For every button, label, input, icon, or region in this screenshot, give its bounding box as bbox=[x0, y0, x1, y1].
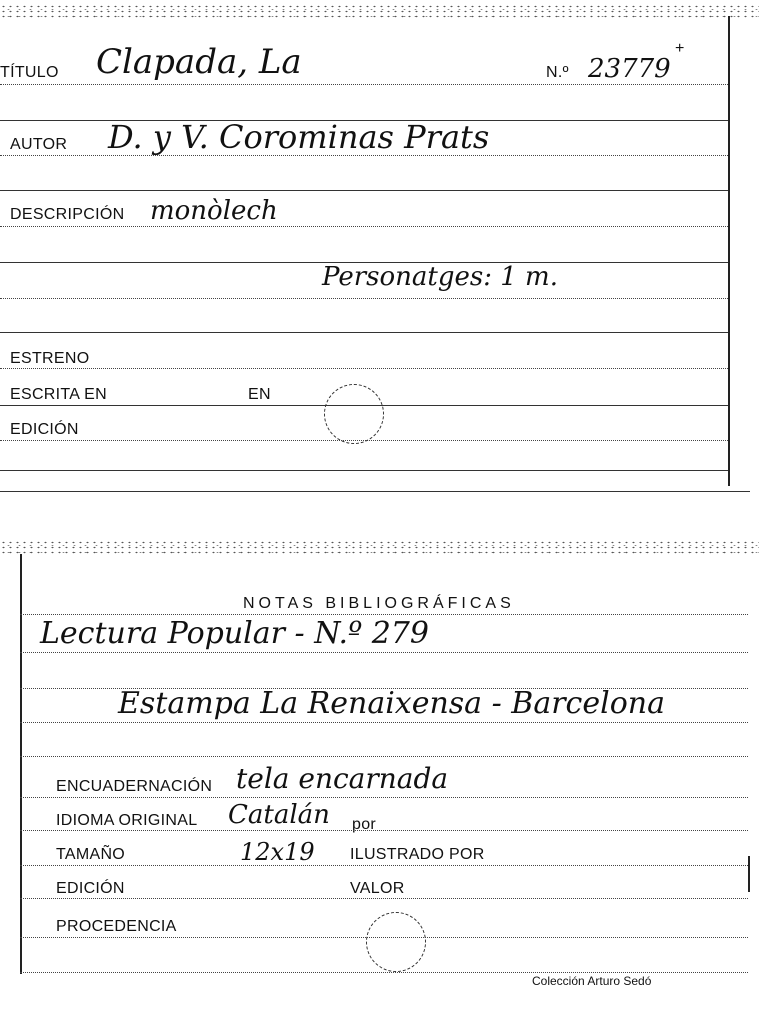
notes-line-1 bbox=[20, 614, 748, 615]
notas-heading: NOTAS BIBLIOGRÁFICAS bbox=[243, 595, 515, 612]
row-line-5 bbox=[0, 470, 728, 471]
encuadernacion-label: ENCUADERNACIÓN bbox=[56, 778, 213, 795]
catalog-card-top bbox=[0, 0, 759, 495]
estreno-line bbox=[0, 368, 728, 369]
ilustrado-por-label: ILUSTRADO POR bbox=[350, 846, 485, 863]
por-label: por bbox=[352, 816, 377, 833]
card-bottom-left-border bbox=[20, 554, 22, 974]
escrita-en-label: ESCRITA EN bbox=[10, 386, 107, 403]
numero-value: 23779 bbox=[588, 54, 671, 84]
card-bottom-right-border bbox=[748, 856, 750, 892]
tamano-label: TAMAÑO bbox=[56, 846, 126, 863]
autor-label: AUTOR bbox=[10, 136, 68, 153]
card-top-right-border bbox=[728, 16, 730, 486]
card-top-edge-texture bbox=[0, 4, 759, 18]
valor-label: VALOR bbox=[350, 880, 405, 897]
catalog-card-bottom bbox=[0, 536, 759, 1028]
tamano-line bbox=[20, 865, 748, 866]
punch-hole-circle-bottom bbox=[366, 912, 426, 972]
note-line-1: Lectura Popular - N.º 279 bbox=[40, 616, 429, 651]
edicion-bottom-label: EDICIÓN bbox=[56, 880, 125, 897]
card-top-bottom-edge bbox=[0, 491, 750, 492]
estreno-label: ESTRENO bbox=[10, 350, 90, 367]
idioma-original-label: IDIOMA ORIGINAL bbox=[56, 812, 198, 829]
descripcion-line bbox=[0, 226, 728, 227]
note-line-2: Estampa La Renaixensa - Barcelona bbox=[118, 686, 665, 721]
notes-line-4 bbox=[20, 722, 748, 723]
numero-label: N.º bbox=[546, 64, 569, 81]
autor-value: D. y V. Corominas Prats bbox=[108, 118, 490, 156]
row-line-4 bbox=[0, 332, 728, 333]
tamano-value: 12x19 bbox=[240, 838, 315, 866]
row-line-2 bbox=[0, 190, 728, 191]
card-bottom-edge-texture bbox=[0, 540, 759, 554]
notes-line-2 bbox=[20, 652, 748, 653]
idioma-original-value: Catalán bbox=[228, 800, 330, 830]
procedencia-label: PROCEDENCIA bbox=[56, 918, 177, 935]
encuadernacion-line bbox=[20, 797, 748, 798]
edicion-label: EDICIÓN bbox=[10, 421, 79, 438]
collection-footer: Colección Arturo Sedó bbox=[532, 974, 652, 988]
descripcion-label: DESCRIPCIÓN bbox=[10, 206, 125, 223]
blank-line-bottom bbox=[20, 972, 748, 973]
titulo-label: TÍTULO bbox=[0, 64, 59, 81]
descripcion-value: monòlech bbox=[150, 196, 278, 226]
edicion-bottom-line bbox=[20, 898, 748, 899]
notes-line-5 bbox=[20, 756, 748, 757]
en-label: EN bbox=[248, 386, 271, 403]
encuadernacion-value: tela encarnada bbox=[236, 762, 449, 795]
titulo-value: Clapada, La bbox=[96, 42, 302, 82]
plus-mark: + bbox=[675, 40, 685, 57]
blank-line-1 bbox=[0, 298, 728, 299]
autor-line bbox=[0, 155, 728, 156]
personajes-value: Personatges: 1 m. bbox=[322, 262, 558, 292]
titulo-line bbox=[0, 84, 728, 85]
punch-hole-circle bbox=[324, 384, 384, 444]
idioma-line bbox=[20, 830, 748, 831]
